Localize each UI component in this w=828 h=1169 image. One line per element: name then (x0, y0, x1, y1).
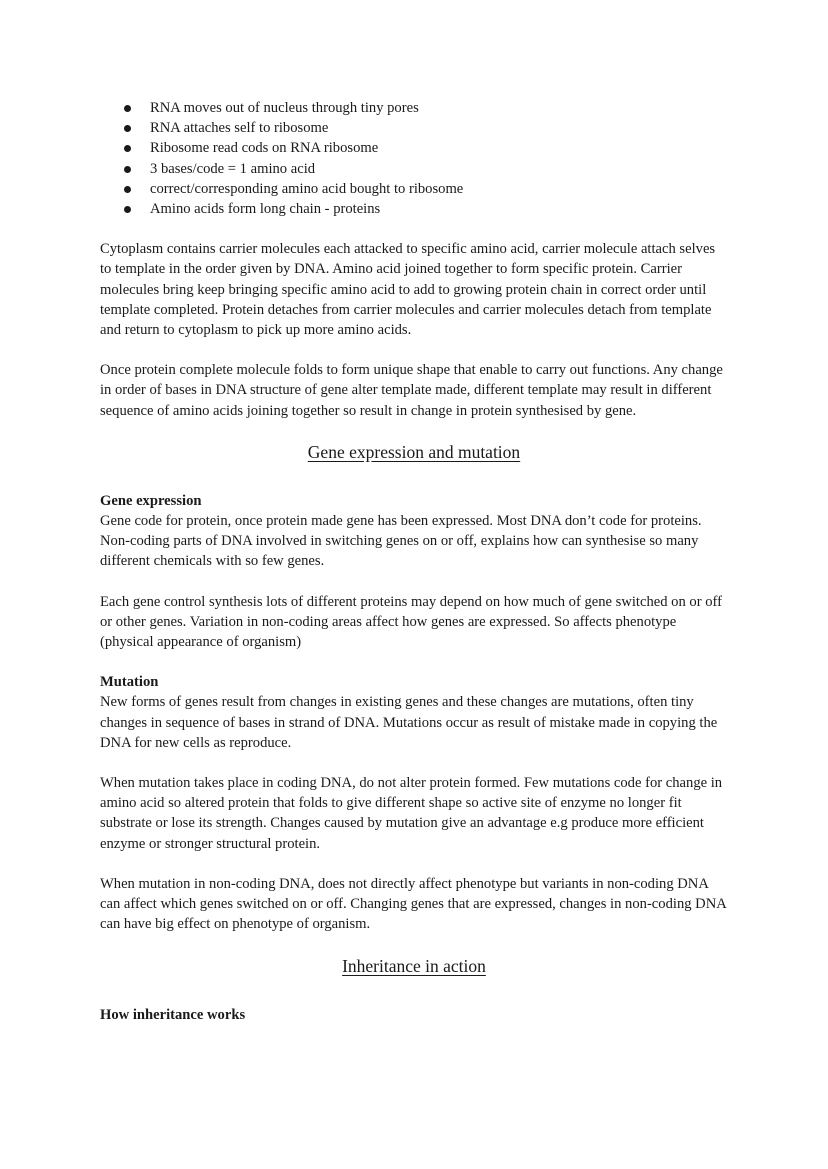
paragraph-carrier-molecules: Cytoplasm contains carrier molecules each attacked to specific amino acid, carrier molecule attach selves to template in the order given by DNA. Amino acid joined together to form specific protein. Carrier molecules bring keep bringing specific amino acid to add to growing protein chain in correct order until template completed. Protein detaches from carrier molecules and carrier molecules detach from template and return to cytoplasm to pick up more amino acids. (100, 241, 716, 339)
bullet-icon (124, 206, 131, 213)
list-item (150, 159, 728, 179)
list-item (150, 138, 728, 158)
list-item (150, 118, 728, 138)
bullet-icon (124, 166, 131, 173)
paragraph-gene-expression-1: Gene code for protein, once protein made gene has been expressed. Most DNA don’t code for proteins. Non-coding parts of DNA involved in switching genes on or off, explains how can synthesise so many different chemicals with so few genes. (100, 513, 702, 570)
bullet-icon (124, 125, 131, 132)
subheading-mutation: Mutation (100, 674, 159, 691)
list-item (150, 98, 728, 118)
list-item-text: RNA attaches self to ribosome (150, 120, 329, 137)
list-item-text: Amino acids form long chain - proteins (150, 201, 381, 218)
list-item-text: 3 bases/code = 1 amino acid (150, 160, 316, 177)
paragraph-gene-expression-2: Each gene control synthesis lots of different proteins may depend on how much of gene switched on or off or other genes. Variation in non-coding areas affect how genes are expressed. So affects phenotype (physical appearance of organism) (100, 593, 722, 651)
list-item-text: Ribosome read cods on RNA ribosome (150, 140, 379, 157)
bullet-icon (124, 145, 131, 152)
list-item-text: RNA moves out of nucleus through tiny pores (150, 100, 419, 116)
paragraph-mutation-3: When mutation in non-coding DNA, does not directly affect phenotype but variants in non-coding DNA can affect which genes switched on or off. Changing genes that are expressed, changes in non-coding DNA can have big effect on phenotype of organism. (100, 875, 726, 933)
bullet-icon (124, 186, 131, 193)
subheading-how-inheritance-works: How inheritance works (100, 1006, 246, 1023)
section-heading-gene-expression-mutation: Gene expression and mutation (307, 441, 521, 462)
paragraph-protein-folding: Once protein complete molecule folds to form unique shape that enable to carry out functions. Any change in order of bases in DNA structure of gene alter template made, different template may result in different sequence of amino acids joining together so result in change in protein synthesised by gene. (100, 362, 723, 419)
bullet-icon (124, 105, 131, 112)
subheading-gene-expression: Gene expression (100, 492, 202, 509)
paragraph-mutation-1: New forms of genes result from changes in existing genes and these changes are mutations, often tiny changes in sequence of bases in strand of DNA. Mutations occur as result of mistake made in copying the DNA for new cells as reproduce. (100, 694, 718, 751)
list-item-text: correct/corresponding amino acid bought to ribosome (150, 180, 464, 197)
bullet-list (100, 98, 728, 219)
paragraph-mutation-2: When mutation takes place in coding DNA, do not alter protein formed. Few mutations code for change in amino acid so altered protein that folds to give different shape so active site of enzyme no longer fit substrate or lose its strength. Changes caused by mutation give an advantage e.g produce more efficient enzyme or stronger structural protein. (100, 775, 723, 852)
section-heading-inheritance: Inheritance in action (342, 955, 486, 976)
list-item (150, 199, 728, 219)
list-item (150, 179, 728, 199)
